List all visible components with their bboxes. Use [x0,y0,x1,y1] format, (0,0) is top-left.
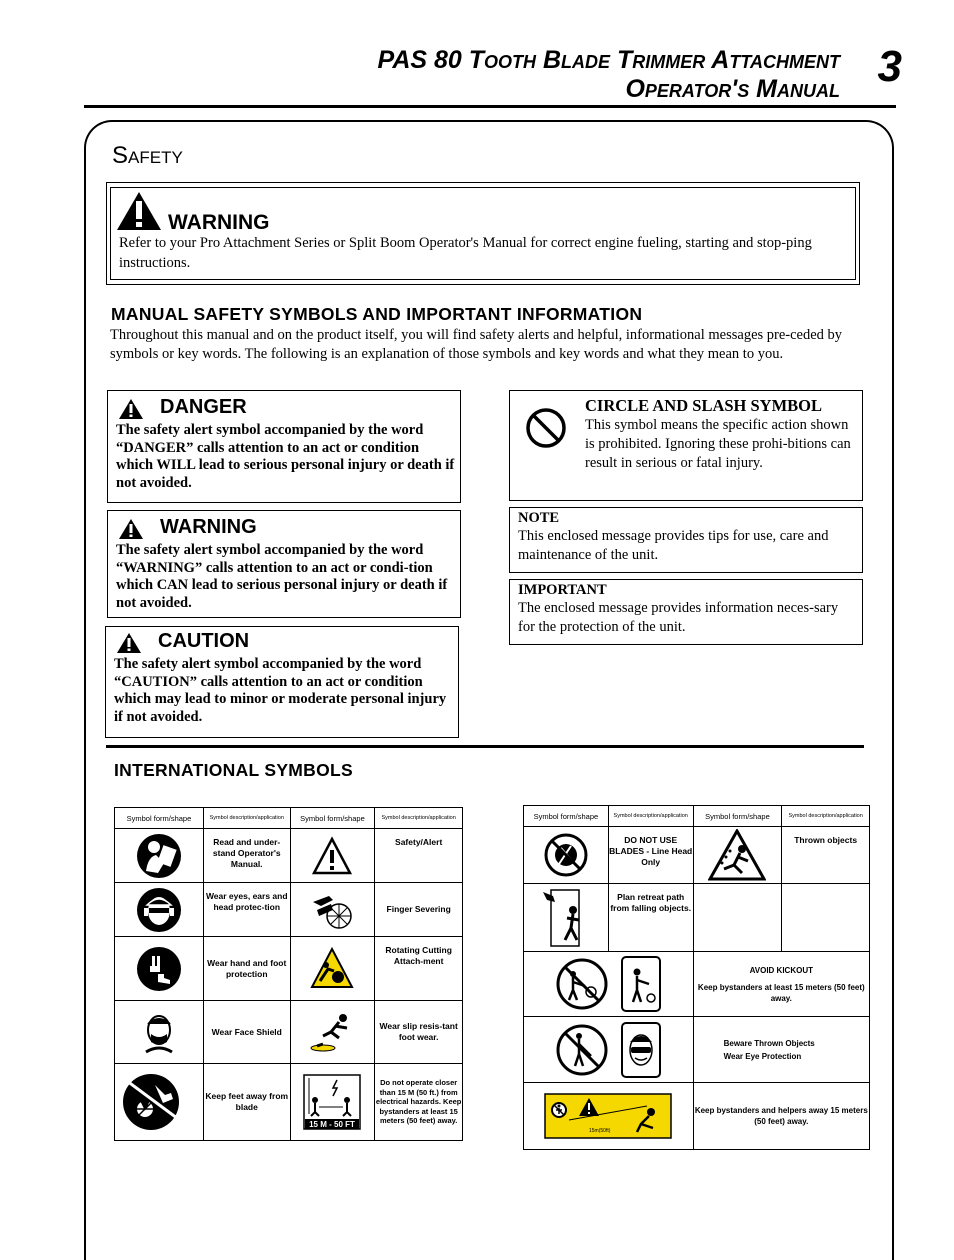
read-manual-icon [136,833,182,879]
symbol-desc: Rotating Cutting Attach-ment [375,937,463,1001]
banner-distance-label: 15m(50ft) [589,1128,611,1134]
danger-box [107,390,461,503]
eye-ear-head-protection-icon [136,887,182,933]
thrown-objects-icon [708,829,766,881]
electrical-hazard-icon [303,1074,361,1130]
empty-cell [782,884,870,952]
alert-triangle-icon [118,398,144,420]
empty-cell [693,884,782,952]
hand-foot-protection-icon [136,946,182,992]
page-number: 3 [877,42,902,91]
col-header-desc: Symbol description/application [782,806,870,827]
retreat-path-icon [539,888,593,948]
symbol-desc: Beware Thrown Objects Wear Eye Protection [693,1017,869,1083]
circle-slash-title: CIRCLE AND SLASH SYMBOL [585,396,823,415]
circle-slash-icon [524,406,568,450]
symbol-desc: Keep feet away from blade [203,1064,290,1141]
avoid-kickout-prohibited-icon [555,956,609,1012]
international-heading: INTERNATIONAL SYMBOLS [114,760,353,780]
safety-alert-icon [312,836,352,876]
note-text: This enclosed message provides tips for use, care and maintenance of the unit. [518,528,829,563]
symbol-desc: Wear eyes, ears and head protec-tion [203,883,290,937]
symbol-desc: Plan retreat path from falling objects. [608,884,693,952]
distance-label: 15 M - 50 FT [309,1120,356,1129]
symbol-desc: Keep bystanders and helpers away 15 meters (50 feet) away. [693,1083,869,1150]
section-title: Safety [112,142,183,169]
international-symbols-table-right [523,805,870,1150]
manual-title-line2: Operator's Manual [625,75,840,103]
alert-triangle-icon [118,518,144,540]
rotating-attachment-icon [310,947,354,991]
symbol-desc: AVOID KICKOUT Keep bystanders at least 15 meters (50 feet) away. [693,952,869,1017]
manual-safety-heading: MANUAL SAFETY SYMBOLS AND IMPORTANT INFORMATION [111,304,643,324]
note-box [509,507,863,573]
warning-text: Refer to your Pro Attachment Series or Split Boom Operator's Manual for correct engine fueling, starting and stop-ping instructions. [119,235,812,271]
international-rule [106,745,864,748]
manual-title-line1: PAS 80 Tooth Blade Trimmer Attachment [377,46,840,74]
keep-feet-away-icon [119,1071,199,1133]
col-header-form: Symbol form/shape [115,808,204,829]
finger-severing-icon [309,888,355,932]
circle-slash-box [509,390,863,501]
danger-text: The safety alert symbol accompanied by the word “DANGER” calls attention to an act or condition which WILL lead to serious personal injury or death if not avoided. [116,422,455,491]
warning-definition-box [107,510,461,618]
symbol-desc: Thrown objects [782,827,870,884]
col-header-form: Symbol form/shape [290,808,375,829]
thrown-objects-prohibited-icon [555,1022,609,1078]
symbol-desc: Wear Face Shield [203,1001,290,1064]
alert-triangle-icon [116,632,142,654]
symbol-desc: DO NOT USE BLADES - Line Head Only [608,827,693,884]
symbol-desc: Wear slip resis-tant foot wear. [375,1001,463,1064]
circle-slash-text: This symbol means the specific action shown is prohibited. Ignoring these prohi-bitions can result in serious or fatal injury. [585,417,851,471]
symbol-desc: Do not operate closer than 15 M (50 ft.) from electrical hazards. Keep bystanders at least 15 meters (50 feet) away. [375,1064,463,1141]
face-shield-icon [136,1008,182,1056]
eye-protection-icon [621,1022,661,1078]
symbol-desc: Wear hand and foot protection [203,937,290,1001]
col-header-form: Symbol form/shape [693,806,782,827]
col-header-desc: Symbol description/application [203,808,290,829]
caution-text: The safety alert symbol accompanied by the word “CAUTION” calls attention to an act or condition which may lead to minor or moderate personal injury if not avoided. [114,656,447,725]
slip-resistant-footwear-icon [309,1010,355,1054]
warning-definition-title: WARNING [160,516,257,538]
col-header-form: Symbol form/shape [524,806,609,827]
bystander-distance-icon [621,956,661,1012]
warning-triangle-icon [115,190,163,232]
important-box [509,579,863,645]
keep-bystanders-banner-icon [543,1090,673,1142]
important-text: The enclosed message provides information neces-sary for the protection of the unit. [518,600,839,635]
col-header-desc: Symbol description/application [608,806,693,827]
warning-definition-text: The safety alert symbol accompanied by the word “WARNING” calls attention to an act or condi-tion which CAN lead to serious personal injury or death if not avoided. [116,542,448,611]
symbol-desc: Read and under-stand Operator's Manual. [203,829,290,883]
symbol-desc: Finger Severing [375,883,463,937]
caution-box [105,626,459,738]
symbol-desc: Safety/Alert [375,829,463,883]
no-line-head-icon [543,832,589,878]
col-header-desc: Symbol description/application [375,808,463,829]
international-symbols-table-left [114,807,463,1141]
important-title: IMPORTANT [518,582,607,598]
caution-title: CAUTION [158,630,250,652]
warning-title: WARNING [168,211,270,234]
manual-safety-text: Throughout this manual and on the product itself, you will find safety alerts and helpful, informational messages pre-ceded by symbols or key words. The following is an explanation of those symbols and key words and what they mean to you. [110,327,843,362]
danger-title: DANGER [160,396,247,418]
header-rule [84,105,896,108]
note-title: NOTE [518,510,560,526]
